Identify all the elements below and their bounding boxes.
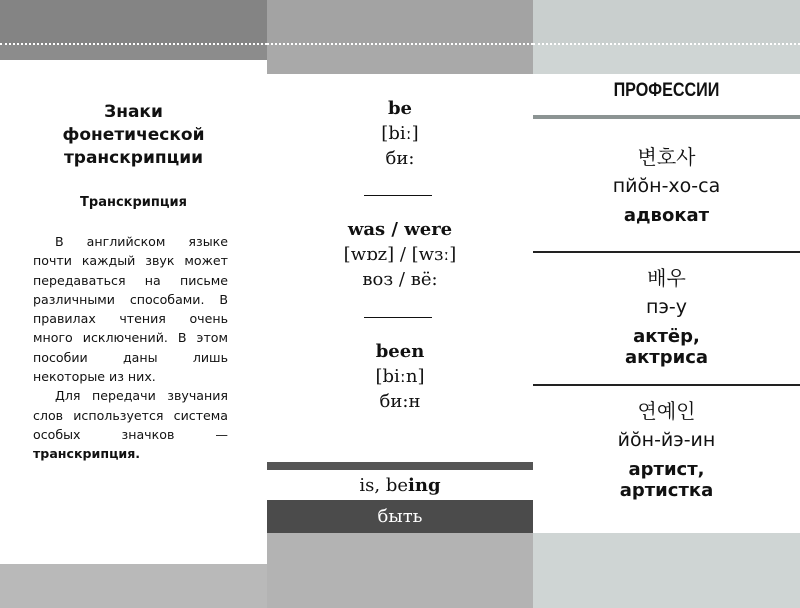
profession-entry: 변호사 пйŏн-хо-са адвокат	[612, 145, 721, 226]
body-text	[33, 232, 228, 464]
heading-rule	[533, 115, 800, 119]
profession-entry: 배우 пэ-у актёр, актриса	[624, 266, 709, 368]
separator	[364, 317, 432, 318]
word-form: been [biːn] би:н	[375, 341, 425, 412]
column-professions	[533, 0, 800, 608]
section-title: Знаки фонетической транскрипции	[62, 102, 205, 168]
bottom-band	[0, 564, 267, 608]
word-form: was / were [wɒz] / [wɜː] воз / вё:	[343, 219, 457, 290]
verb-translation: быть	[267, 500, 533, 533]
bottom-band	[533, 533, 800, 608]
paragraph: В английском языке почти каждый звук может передаваться на письме различными способами. В правилах чтения очень много исключений. В этом пособии даны лишь некоторые из них.	[33, 234, 228, 385]
top-band	[267, 0, 533, 74]
top-band	[0, 0, 267, 60]
paragraph: Для передачи звучания слов используется система особых значков — транскрипция.	[33, 388, 228, 462]
entry-divider	[533, 384, 800, 386]
separator	[364, 195, 432, 196]
profession-entry: 연예인 йŏн-йэ-ин артист, артистка	[617, 399, 716, 501]
entry-divider	[533, 251, 800, 253]
divider-bar	[267, 462, 533, 470]
top-band	[533, 0, 800, 74]
verb-forms: is, being	[359, 475, 441, 496]
bottom-band	[267, 533, 533, 608]
professions-heading: ПРОФЕССИИ	[613, 80, 720, 101]
word-form: be [biː] би:	[381, 98, 419, 169]
column-verb-forms	[267, 0, 533, 608]
section-subtitle: Транскрипция	[80, 195, 187, 210]
column-phonetics	[0, 0, 267, 608]
